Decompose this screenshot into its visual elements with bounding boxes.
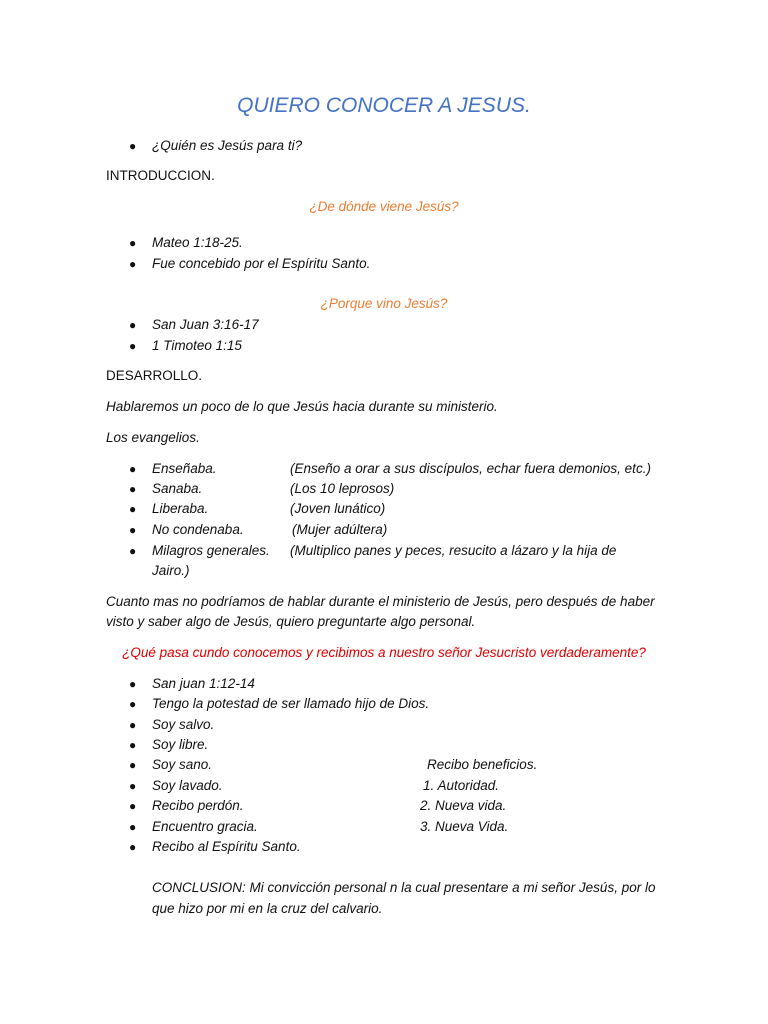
ministry-action: Sanaba. bbox=[152, 481, 203, 496]
bullet-icon: ● bbox=[129, 339, 137, 353]
ministry-action: No condenaba. bbox=[152, 522, 244, 537]
ministry-note: (Enseño a orar a sus discípulos, echar fuera demonios, etc.) bbox=[290, 461, 651, 476]
ministry-action: Milagros generales. bbox=[152, 543, 270, 558]
list-item: Soy lavado. bbox=[152, 778, 223, 793]
ministry-note-continuation: Jairo.) bbox=[152, 563, 190, 578]
list-item: Tengo la potestad de ser llamado hijo de Dios. bbox=[152, 696, 430, 711]
intro-heading: INTRODUCCION. bbox=[106, 168, 215, 183]
section1-heading: ¿De dónde viene Jesús? bbox=[309, 199, 459, 214]
bullet-icon: ● bbox=[129, 840, 137, 854]
list-item: Recibo perdón. bbox=[152, 798, 244, 813]
bullet-icon: ● bbox=[129, 799, 137, 813]
bullet-icon: ● bbox=[129, 139, 137, 153]
benefit-item: 1. Autoridad. bbox=[423, 778, 500, 793]
red-question: ¿Qué pasa cundo conocemos y recibimos a nuestro señor Jesucristo verdaderamente? bbox=[122, 645, 646, 660]
bullet-icon: ● bbox=[129, 697, 137, 711]
benefits-heading: Recibo beneficios. bbox=[427, 757, 538, 772]
ministry-action: Enseñaba. bbox=[152, 461, 217, 476]
paragraph-line: visto y saber algo de Jesús, quiero preguntarte algo personal. bbox=[106, 614, 476, 629]
conclusion-line: que hizo por mi en la cruz del calvario. bbox=[152, 901, 383, 916]
conclusion-line: CONCLUSION: Mi convicción personal n la cual presentare a mi señor Jesús, por lo bbox=[152, 880, 656, 895]
ministry-action: Liberaba. bbox=[152, 501, 209, 516]
list-item: San Juan 3:16-17 bbox=[152, 317, 259, 332]
benefit-item: 2. Nueva vida. bbox=[420, 798, 507, 813]
bullet-icon: ● bbox=[129, 779, 137, 793]
evangelios-label: Los evangelios. bbox=[106, 430, 200, 445]
bullet-icon: ● bbox=[129, 257, 137, 271]
list-item: Mateo 1:18-25. bbox=[152, 235, 243, 250]
bullet-icon: ● bbox=[129, 820, 137, 834]
list-item: Soy salvo. bbox=[152, 717, 215, 732]
ministry-note: (Joven lunático) bbox=[290, 501, 386, 516]
desarrollo-intro: Hablaremos un poco de lo que Jesús hacia durante su ministerio. bbox=[106, 399, 498, 414]
list-item: Recibo al Espíritu Santo. bbox=[152, 839, 301, 854]
list-item: Fue concebido por el Espíritu Santo. bbox=[152, 256, 371, 271]
desarrollo-heading: DESARROLLO. bbox=[106, 368, 203, 383]
ministry-note: (Multiplico panes y peces, resucito a lázaro y la hija de bbox=[290, 543, 617, 558]
bullet-icon: ● bbox=[129, 758, 137, 772]
bullet-icon: ● bbox=[129, 502, 137, 516]
list-item: Encuentro gracia. bbox=[152, 819, 258, 834]
list-item: 1 Timoteo 1:15 bbox=[152, 338, 242, 353]
list-item: Soy sano. bbox=[152, 757, 213, 772]
paragraph-line: Cuanto mas no podríamos de hablar durante el ministerio de Jesús, pero después de haber bbox=[106, 594, 655, 609]
list-item: San juan 1:12-14 bbox=[152, 676, 255, 691]
bullet-icon: ● bbox=[129, 462, 137, 476]
bullet-icon: ● bbox=[129, 318, 137, 332]
bullet-icon: ● bbox=[129, 482, 137, 496]
benefit-item: 3. Nueva Vida. bbox=[420, 819, 509, 834]
bullet-icon: ● bbox=[129, 677, 137, 691]
list-item: Soy libre. bbox=[152, 737, 209, 752]
document-title: QUIERO CONOCER A JESUS. bbox=[237, 94, 531, 117]
bullet-icon: ● bbox=[129, 544, 137, 558]
bullet-icon: ● bbox=[129, 523, 137, 537]
bullet-icon: ● bbox=[129, 718, 137, 732]
ministry-note: (Mujer adúltera) bbox=[292, 522, 388, 537]
bullet-icon: ● bbox=[129, 738, 137, 752]
section2-heading: ¿Porque vino Jesús? bbox=[320, 296, 448, 311]
bullet-icon: ● bbox=[129, 236, 137, 250]
intro-question: ¿Quién es Jesús para ti? bbox=[152, 138, 303, 153]
ministry-note: (Los 10 leprosos) bbox=[290, 481, 395, 496]
